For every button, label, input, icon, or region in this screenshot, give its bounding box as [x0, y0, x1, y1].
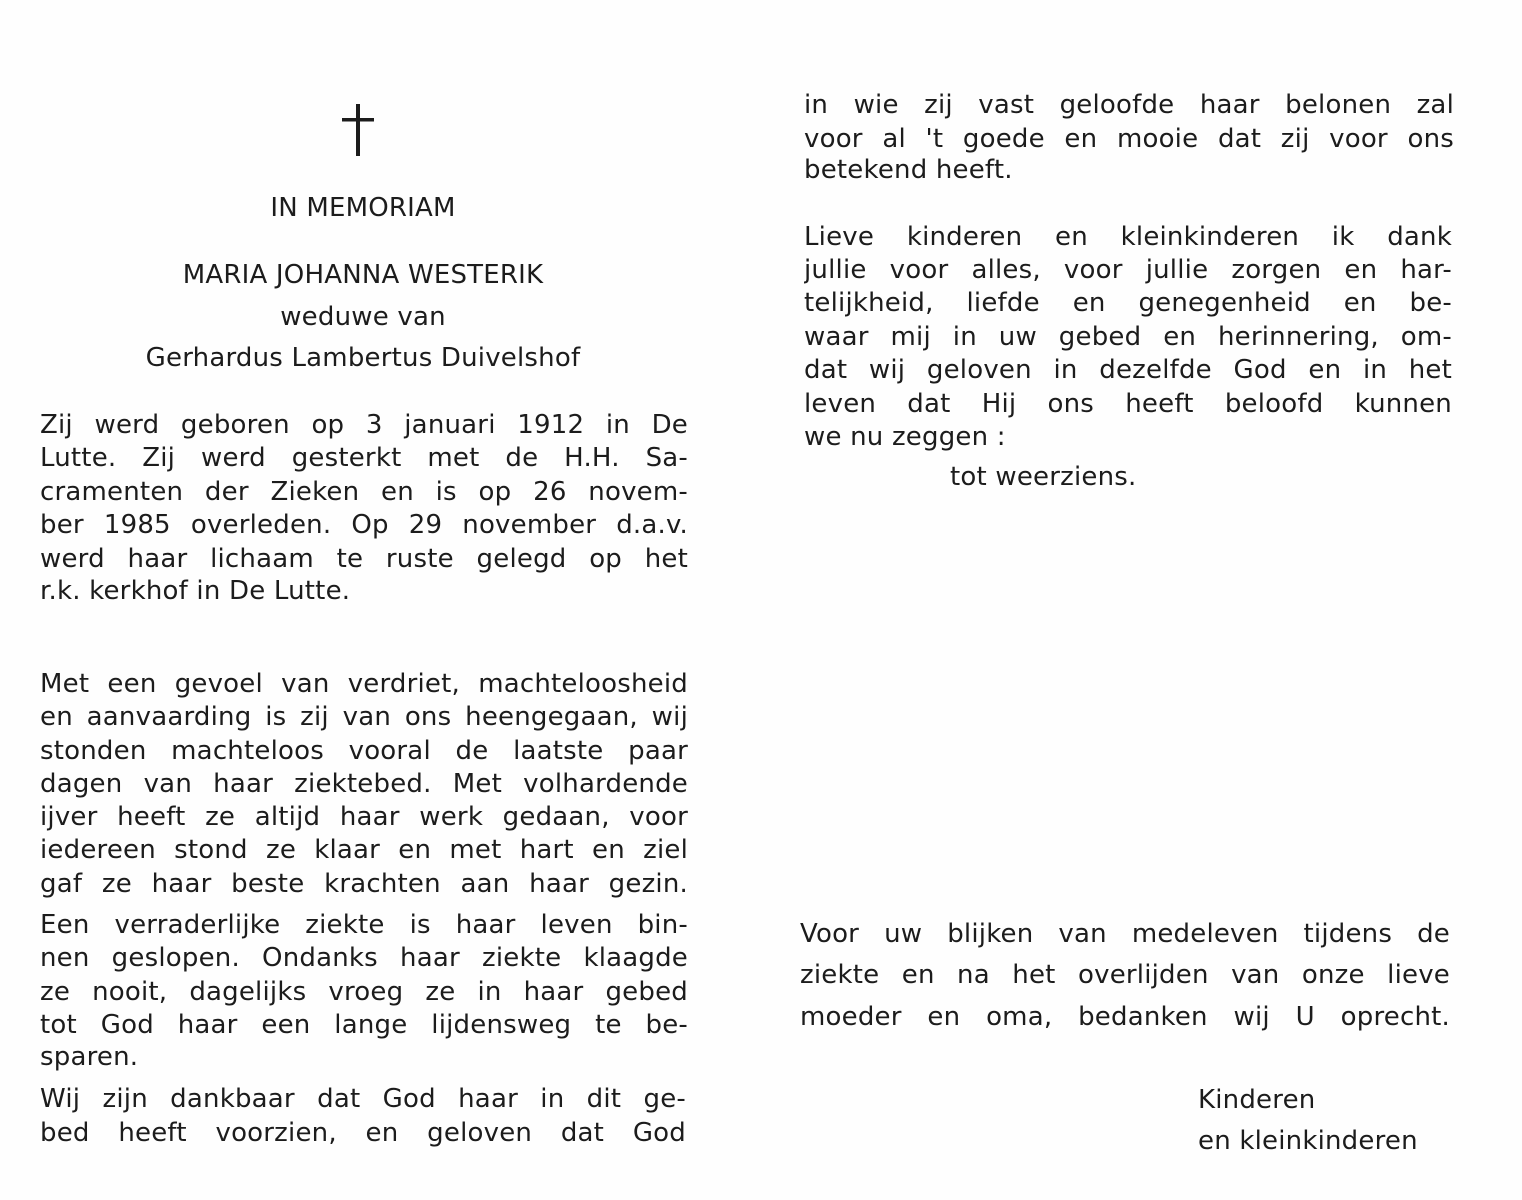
paragraph3-line: Een verraderlijke ziekte is haar leven bin-: [40, 910, 688, 940]
paragraph2-line: telijkheid, liefde en genegenheid en be-: [804, 288, 1452, 318]
paragraph2-line: waar mij in uw gebed en herinnering, om-: [804, 322, 1452, 352]
paragraph1-line: r.k. kerkhof in De Lutte.: [40, 576, 351, 606]
thanks-line: Voor uw blijken van medeleven tijdens de: [800, 919, 1450, 949]
paragraph4-line: Wij zijn dankbaar dat God haar in dit ge-: [40, 1084, 686, 1114]
paragraph2-line: jullie voor alles, voor jullie zorgen en har-: [804, 255, 1452, 285]
paragraph2-line: en aanvaarding is zij van ons heengegaan, wij: [40, 702, 688, 732]
paragraph1-line: cramenten der Zieken en is op 26 novem-: [40, 477, 688, 507]
paragraph4-line: bed heeft voorzien, en geloven dat God: [40, 1118, 686, 1148]
relation-text: weduwe van: [280, 302, 446, 332]
spouse-name: Gerhardus Lambertus Duivelshof: [145, 343, 581, 373]
thanks-line: moeder en oma, bedanken wij U oprecht.: [800, 1002, 1450, 1032]
paragraph2-line: iedereen stond ze klaar en met hart en ziel: [40, 835, 688, 865]
paragraph2-line: ijver heeft ze altijd haar werk gedaan, voor: [40, 802, 688, 832]
page-title: IN MEMORIAM: [270, 193, 456, 223]
paragraph2-line: gaf ze haar beste krachten aan haar gezin.: [40, 869, 688, 899]
paragraph2-line: we nu zeggen :: [804, 422, 1006, 452]
paragraph1-line: voor al 't goede en mooie dat zij voor ons: [804, 124, 1454, 154]
deceased-name: MARIA JOHANNA WESTERIK: [182, 260, 544, 290]
paragraph1-line: Lutte. Zij werd gesterkt met de H.H. Sa-: [40, 443, 688, 473]
cross-icon: [340, 102, 376, 158]
paragraph3-line: sparen.: [40, 1042, 139, 1072]
paragraph2-line: Met een gevoel van verdriet, machteloosheid: [40, 669, 688, 699]
paragraph2-line: stonden machteloos vooral de laatste paar: [40, 736, 688, 766]
paragraph1-line: Zij werd geboren op 3 januari 1912 in De: [40, 410, 688, 440]
paragraph2-line: dat wij geloven in dezelfde God en in het: [804, 355, 1452, 385]
signature-line: Kinderen: [1198, 1085, 1316, 1115]
farewell-text: tot weerziens.: [950, 462, 1137, 492]
paragraph1-line: ber 1985 overleden. Op 29 november d.a.v.: [40, 510, 688, 540]
paragraph2-line: Lieve kinderen en kleinkinderen ik dank: [804, 222, 1452, 252]
thanks-line: ziekte en na het overlijden van onze lieve: [800, 960, 1450, 990]
paragraph1-line: in wie zij vast geloofde haar belonen zal: [804, 90, 1454, 120]
paragraph2-line: leven dat Hij ons heeft beloofd kunnen: [804, 389, 1452, 419]
paragraph3-line: nen geslopen. Ondanks haar ziekte klaagde: [40, 943, 688, 973]
paragraph3-line: ze nooit, dagelijks vroeg ze in haar gebed: [40, 977, 688, 1007]
paragraph2-line: dagen van haar ziektebed. Met volhardende: [40, 769, 688, 799]
paragraph1-line: werd haar lichaam te ruste gelegd op het: [40, 544, 688, 574]
paragraph1-line: betekend heeft.: [804, 155, 1013, 185]
paragraph3-line: tot God haar een lange lijdensweg te be-: [40, 1010, 688, 1040]
signature-line: en kleinkinderen: [1198, 1126, 1418, 1156]
